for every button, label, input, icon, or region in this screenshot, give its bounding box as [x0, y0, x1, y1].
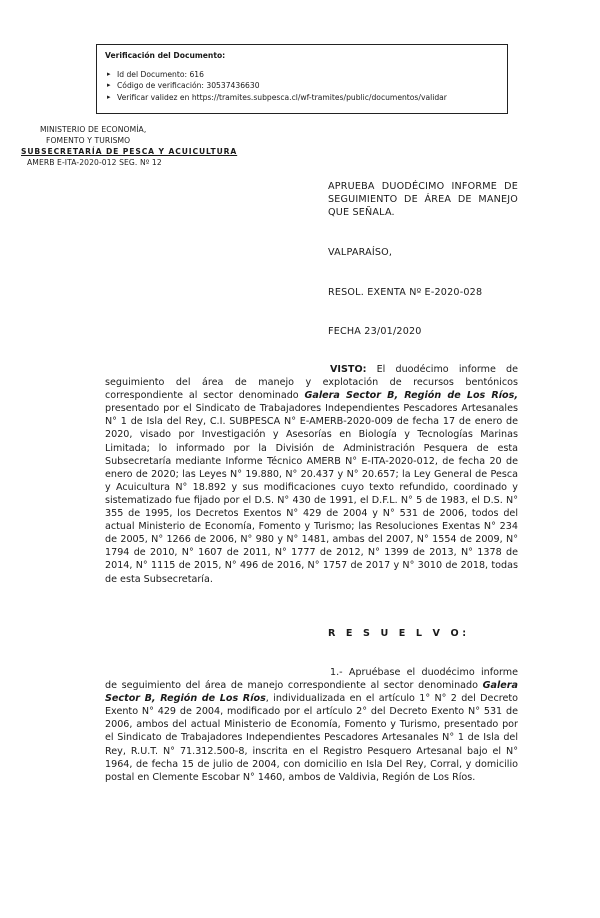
visto-label: VISTO:	[330, 364, 367, 375]
resolution-number: RESOL. EXENTA Nº E-2020-028	[328, 287, 483, 298]
resolution-subject: APRUEBA DUODÉCIMO INFORME DE SEGUIMIENTO DE ÁREA DE MANEJO QUE SEÑALA.	[328, 181, 518, 219]
verification-title: Verificación del Documento:	[105, 51, 226, 60]
city: VALPARAÍSO,	[328, 247, 393, 258]
verification-link[interactable]: ▸ Verificar validez en https://tramites.subpesca.cl/wf-tramites/public/documentos/validar	[117, 92, 499, 104]
point-1-text-1: 1.- Apruébase el duodécimo informe de seguimiento del área de manejo correspondiente al sector denominado	[105, 667, 518, 692]
verification-list	[105, 69, 499, 104]
verification-code: ▸ Código de verificación: 30537436630	[117, 80, 499, 92]
visto-paragraph	[105, 363, 518, 586]
undersecretariat-title: SUBSECRETARÍA DE PESCA Y ACUICULTURA	[21, 147, 238, 156]
resolution-date: FECHA 23/01/2020	[328, 326, 422, 337]
institution-header	[0, 124, 237, 168]
ministry-line-2: FOMENTO Y TURISMO	[46, 136, 131, 145]
point-1-paragraph	[105, 666, 518, 784]
point-1-text-2: , individualizada en el artículo 1° N° 2 del Decreto Exento N° 429 de 2004, modificado por el artículo 2° del Decreto Exento N° 531 de 2006, ambos del actual Ministerio de Economía, Fomento y Turismo, presentado por el Sindicato de Trabajadores Independientes Pescadores Artesanales N° 1 de Isla del Rey, R.U.T. N° 71.312.500-8, inscrita en el Registro Pesquero Artesanal bajo el N° 1964, de fecha 15 de julio de 2004, con domicilio en Isla Del Rey, Corral, y domicilio postal en Clemente Escobar N° 1460, ambos de Valdivia, Región de Los Ríos.	[105, 693, 518, 783]
reference-code: AMERB E-ITA-2020-012 SEG. Nº 12	[27, 158, 162, 167]
document-id: ▸ Id del Documento: 616	[117, 69, 499, 81]
resuelvo-heading: R E S U E L V O:	[328, 628, 470, 639]
verification-box	[96, 44, 508, 114]
visto-sector: Galera Sector B, Región de Los Ríos,	[304, 390, 518, 402]
ministry-line: MINISTERIO DE ECONOMÍA,	[40, 125, 147, 134]
point-1-sector: Galera Sector B, Región de Los Ríos	[105, 680, 518, 705]
visto-text-2: presentado por el Sindicato de Trabajadores Independientes Pescadores Artesanales N° 1 de Isla del Rey, C.I. SUBPESCA N° E-AMERB-2020-009 de fecha 17 de enero de 2020, visado por Investigación y Asesorías en Biología y Tecnologías Marinas Limitada; lo informado por la División de Administración Pesquera de esta Subsecretaría mediante Informe Técnico AMERB N° E-ITA-2020-012, de fecha 20 de enero de 2020; las Leyes N° 19.880, N° 20.437 y N° 20.657; la Ley General de Pesca y Acuicultura N° 18.892 y sus modificaciones cuyo texto refundido, coordinado y sistematizado fue fijado por el D.S. N° 430 de 1991, el D.F.L. N° 5 de 1983, el D.S. N° 355 de 1995, los Decretos Exentos N° 429 de 2004 y N° 531 de 2006, todos del actual Ministerio de Economía, Fomento y Turismo; las Resoluciones Exentas N° 234 de 2005, N° 1266 de 2006, N° 980 y N° 1481, ambas del 2007, N° 1554 de 2009, N° 1794 de 2010, N° 1607 de 2011, N° 1777 de 2012, N° 1399 de 2013, N° 1378 de 2014, N° 1115 de 2015, N° 496 de 2016, N° 1757 de 2017 y N° 3010 de 2018, todas de esta Subsecretaría.	[105, 403, 518, 585]
visto-text-1: El duodécimo informe de seguimiento del área de manejo y explotación de recursos bentónicos correspondiente al sector denominado	[105, 364, 518, 402]
